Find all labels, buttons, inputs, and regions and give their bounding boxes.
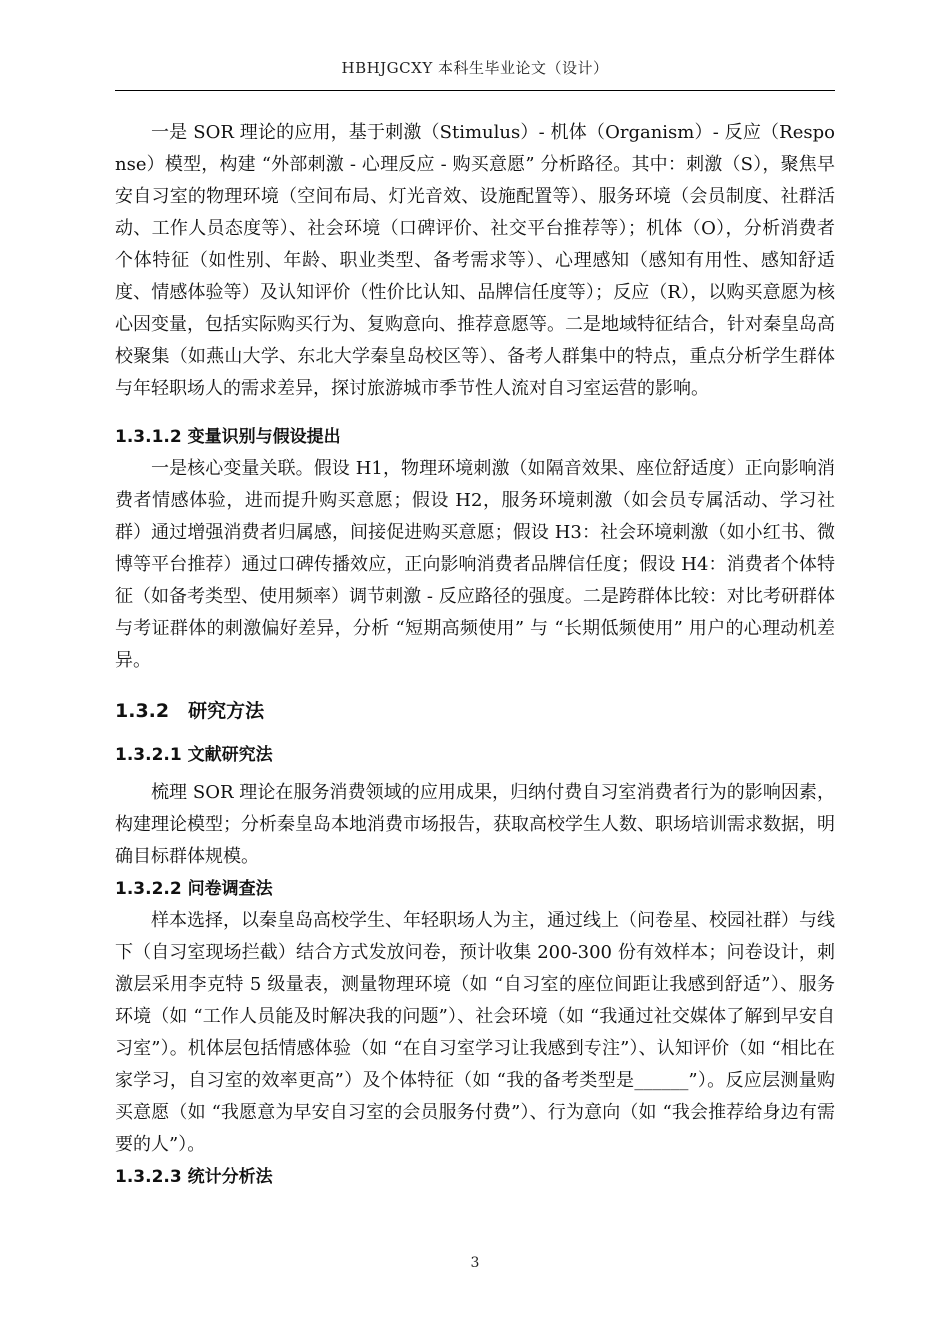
heading-1-3-2-1: 1.3.2.1 文献研究法 xyxy=(115,745,273,765)
page-number: 3 xyxy=(470,1255,480,1271)
paragraph-sor-theory: 一是 SOR 理论的应用，基于刺激（Stimulus）- 机体（Organism）- 反应（Response）模型，构建 “外部刺激 - 心理反应 - 购买意愿” 分析路径。其中：刺激（S），聚焦早安自习室的物理环境（空间布局、灯光音效、设施配置等）、服务环境（会员制度、社群活动、工作人员态度等）、社会环境（口碑评价、社交平台推荐等）；机体（O），分析消费者个体特征（如性别、年龄、职业类型、备考需求等）、心理感知（感知有用性、感知舒适度、情感体验等）及认知评价（性价比认知、品牌信任度等）；反应（R），以购买意愿为核心因变量，包括实际购买行为、复购意向、推荐意愿等。二是地域特征结合，针对秦皇岛高校聚集（如燕山大学、东北大学秦皇岛校区等）、备考人群集中的特点，重点分析学生群体与年轻职场人的需求差异，探讨旅游城市季节性人流对自习室运营的影响。 xyxy=(115,122,835,399)
page-body xyxy=(115,117,835,1193)
paragraph-questionnaire: 样本选择，以秦皇岛高校学生、年轻职场人为主，通过线上（问卷星、校园社群）与线下（自习室现场拦截）结合方式发放问卷，预计收集 200-300 份有效样本；问卷设计，刺激层采用李克特 5 级量表，测量物理环境（如 “自习室的座位间距让我感到舒适”）、服务环境（如 “工作人员能及时解决我的问题”）、社会环境（如 “我通过社交媒体了解到早安自习室”）。机体层包括情感体验（如 “在自习室学习让我感到专注”）、认知评价（如 “相比在家学习，自习室的效率更高”）及个体特征（如 “我的备考类型是______”）。反应层测量购买意愿（如 “我愿意为早安自习室的会员服务付费”）、行为意向（如 “我会推荐给身边有需要的人”）。 xyxy=(115,910,835,1155)
paragraph-literature-research: 梳理 SOR 理论在服务消费领域的应用成果，归纳付费自习室消费者行为的影响因素，构建理论模型；分析秦皇岛本地消费市场报告，获取高校学生人数、职场培训需求数据，明确目标群体规模。 xyxy=(115,782,835,867)
paragraph-variables-hypotheses: 一是核心变量关联。假设 H1，物理环境刺激（如隔音效果、座位舒适度）正向影响消费者情感体验，进而提升购买意愿；假设 H2，服务环境刺激（如会员专属活动、学习社群）通过增强消费者归属感，间接促进购买意愿；假设 H3：社会环境刺激（如小红书、微博等平台推荐）通过口碑传播效应，正向影响消费者品牌信任度；假设 H4：消费者个体特征（如备考类型、使用频率）调节刺激 - 反应路径的强度。二是跨群体比较：对比考研群体与考证群体的刺激偏好差异，分析 “短期高频使用” 与 “长期低频使用” 用户的心理动机差异。 xyxy=(115,458,835,671)
heading-1-3-2-2: 1.3.2.2 问卷调查法 xyxy=(115,879,273,899)
running-header: HBHJGCXY 本科生毕业论文（设计） xyxy=(341,59,609,77)
header-divider xyxy=(115,90,835,91)
heading-1-3-2: 1.3.2 研究方法 xyxy=(115,700,265,722)
heading-1-3-2-3: 1.3.2.3 统计分析法 xyxy=(115,1167,273,1187)
heading-1-3-1-2: 1.3.1.2 变量识别与假设提出 xyxy=(115,427,341,447)
